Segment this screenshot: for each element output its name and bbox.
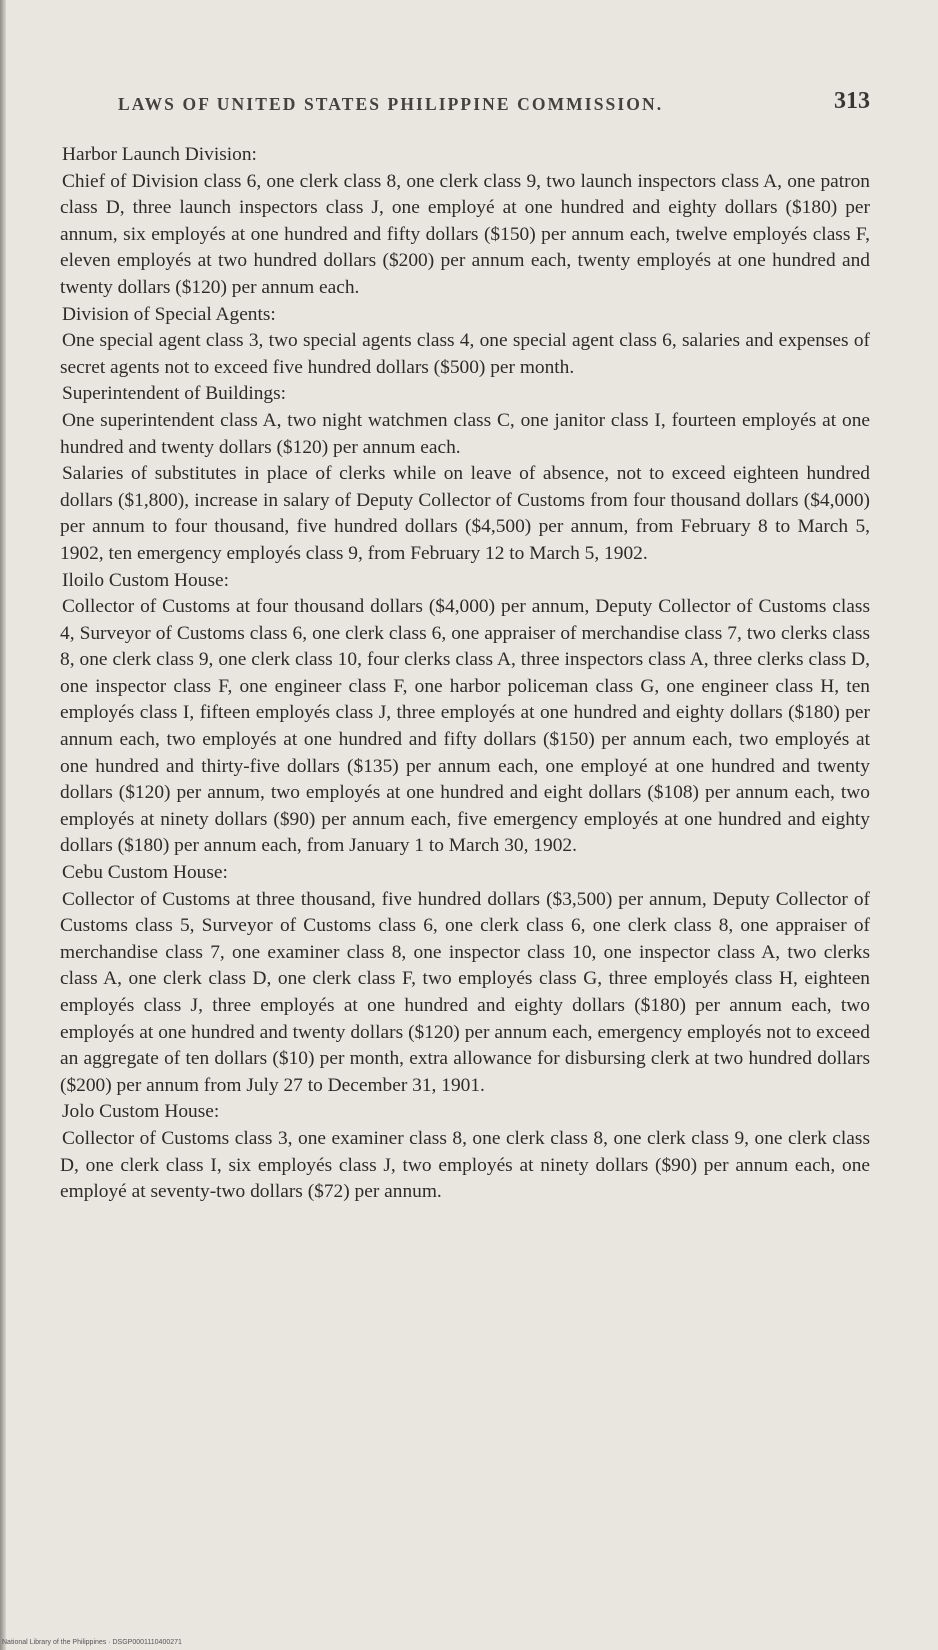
document-body: [60, 142, 870, 1206]
section-text-jolo: Collector of Customs class 3, one examiner class 8, one clerk class 8, one clerk class 9, one clerk class D, one clerk class I, six employés class J, two employés at ninety dollars ($90) per annum each, one employé at seventy-two dollars ($72) per annum.: [60, 1127, 870, 1203]
section-heading-jolo: Jolo Custom House:: [62, 1101, 220, 1123]
section-text-substitutes: Salaries of substitutes in place of clerks while on leave of absence, not to exceed eighteen hundred dollars ($1,800), increase in salary of Deputy Collector of Customs from four thousand dollars ($4,000) per annum to four thousand, five hundred dollars ($4,500) per annum, from February 8 to March 5, 1902, ten emergency employés class 9, from February 12 to March 5, 1902.: [60, 463, 870, 564]
section-heading-cebu: Cebu Custom House:: [62, 862, 228, 884]
section-text-buildings: One superintendent class A, two night watchmen class C, one janitor class I, fourteen employés at one hundred and twenty dollars ($120) per annum each.: [60, 409, 870, 458]
page-number: 313: [834, 88, 870, 114]
page-binding-edge: [0, 0, 6, 1650]
section-text-iloilo: Collector of Customs at four thousand dollars ($4,000) per annum, Deputy Collector of Customs class 4, Surveyor of Customs class 6, one clerk class 6, one appraiser of merchandise class 7, two clerks class 8, one clerk class 9, one clerk class 10, four clerks class A, three inspectors class A, three clerks class D, one inspector class F, one engineer class F, one harbor policeman class G, one engineer class H, ten employés class I, fifteen employés class J, three employés at one hundred and eighty dollars ($180) per annum each, two employés at one hundred and fifty dollars ($150) per annum each, two employés at one hundred and thirty-five dollars ($135) per annum each, one employé at one hundred and twenty dollars ($120) per annum, two employés at one hundred and eight dollars ($108) per annum each, two employés at ninety dollars ($90) per annum each, five emergency employés at one hundred and eighty dollars ($180) per annum each, from January 1 to March 30, 1902.: [60, 596, 870, 857]
section-heading-iloilo: Iloilo Custom House:: [62, 569, 229, 591]
page-header: [118, 88, 870, 128]
running-head: LAWS OF UNITED STATES PHILIPPINE COMMISSION.: [118, 94, 664, 114]
section-heading-special-agents: Division of Special Agents:: [62, 303, 276, 325]
section-heading-harbor-launch: Harbor Launch Division:: [62, 144, 257, 165]
section-text-cebu: Collector of Customs at three thousand, five hundred dollars ($3,500) per annum, Deputy Collector of Customs class 5, Surveyor of Customs class 6, one clerk class 6, one clerk class 8, one appraiser of merchandise class 7, one examiner class 8, one inspector class 10, one inspector class A, two clerks class A, one clerk class D, one clerk class F, two employés class G, three employés class H, eighteen employés class J, three employés at one hundred and eighty dollars ($180) per annum each, two employés at one hundred and twenty dollars ($120) per annum each, emergency employés not to exceed an aggregate of ten dollars ($10) per month, extra allowance for disbursing clerk at two hundred dollars ($200) per annum from July 27 to December 31, 1901.: [60, 888, 870, 1096]
section-text-harbor-launch: Chief of Division class 6, one clerk class 8, one clerk class 9, two launch inspectors class A, one patron class D, three launch inspectors class J, one employé at one hundred and eighty dollars ($180) per annum, six employés at one hundred and fifty dollars ($150) per annum each, twelve employés class F, eleven employés at two hundred dollars ($200) per annum each, twenty employés at one hundred and twenty dollars ($120) per annum each.: [60, 170, 870, 298]
section-heading-buildings: Superintendent of Buildings:: [62, 383, 287, 405]
section-text-special-agents: One special agent class 3, two special agents class 4, one special agent class 6, salaries and expenses of secret agents not to exceed five hundred dollars ($500) per month.: [60, 330, 870, 378]
scan-credit: National Library of the Philippines · DSGP0001110400271: [2, 1639, 182, 1646]
